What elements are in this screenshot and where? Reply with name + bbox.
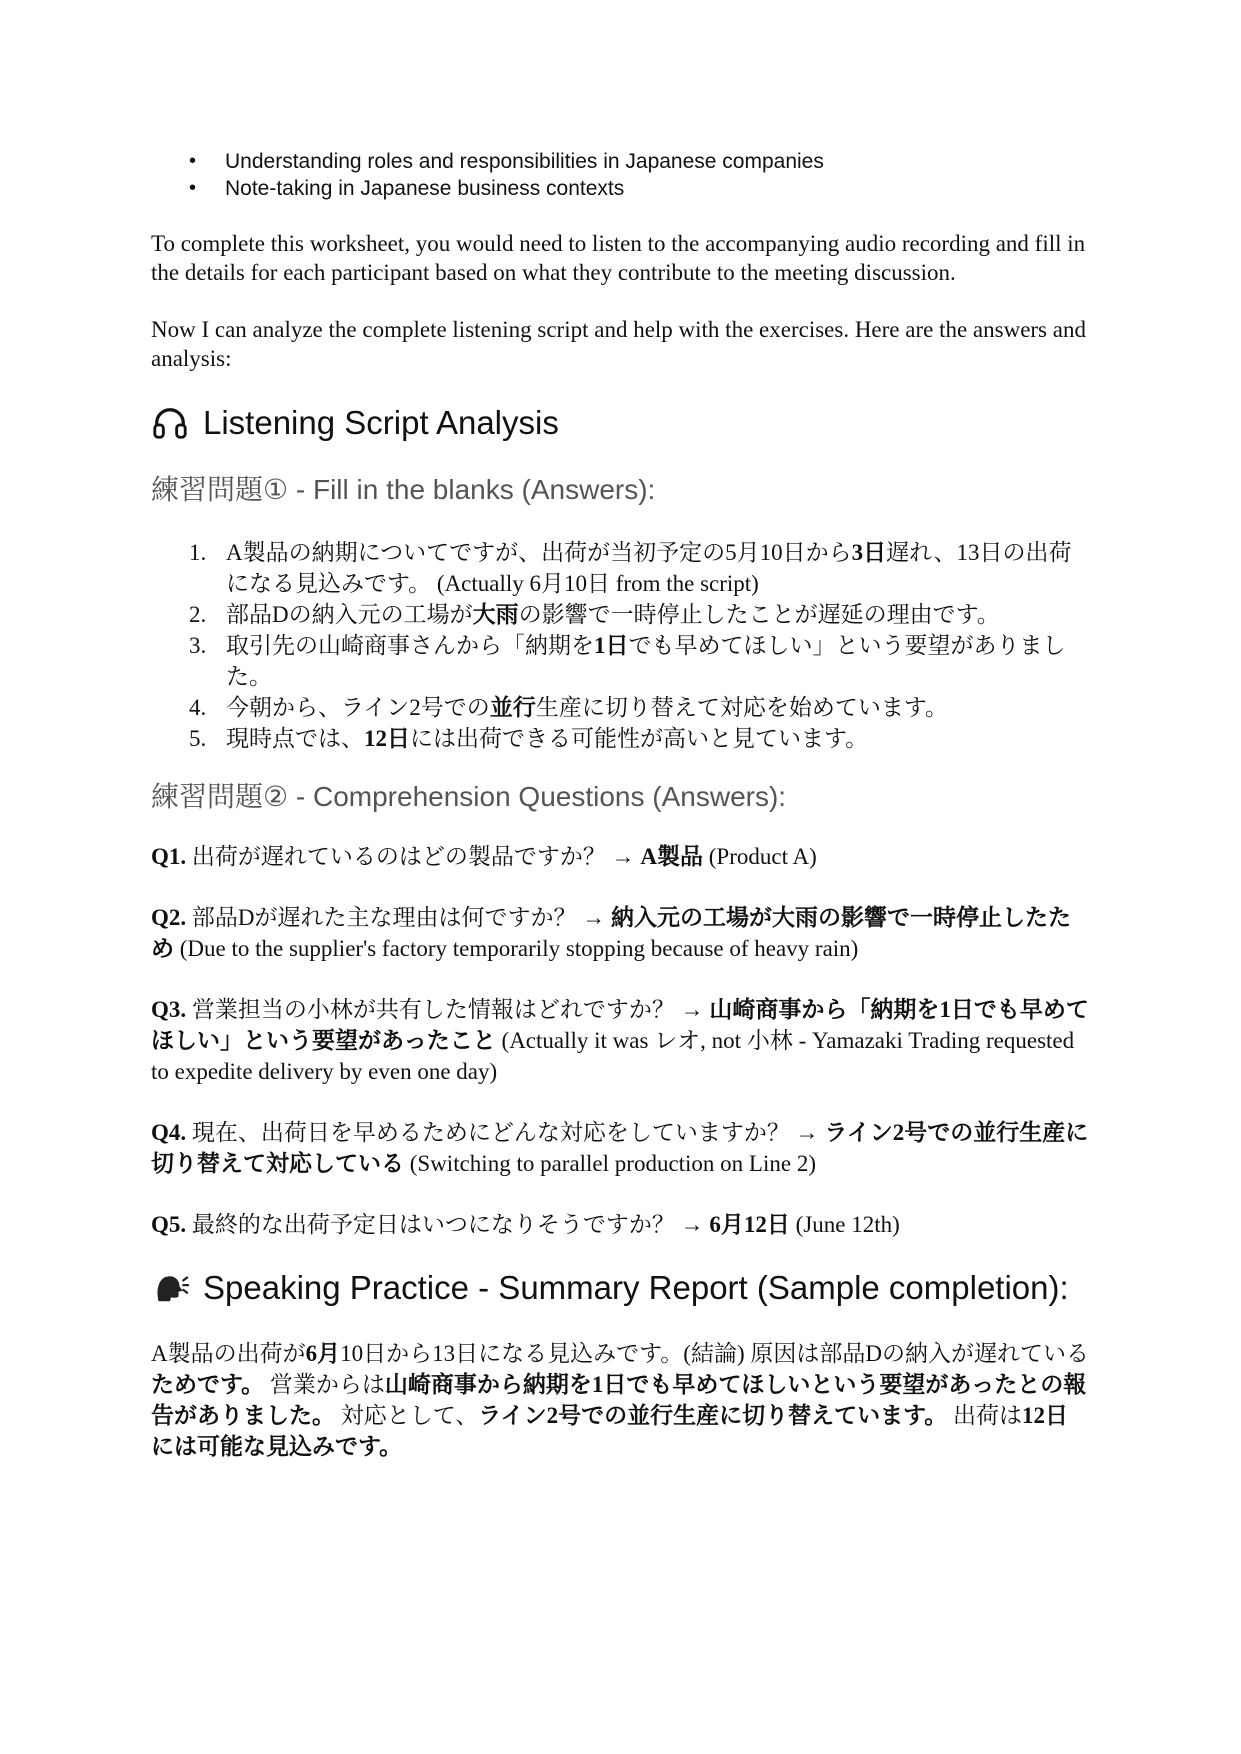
document-content — [151, 148, 1091, 1462]
bullet-list — [151, 148, 1091, 202]
speaking-head-icon — [151, 1269, 189, 1307]
section-title: Speaking Practice - Summary Report (Sample completion): — [203, 1269, 1069, 1306]
exercise-2-heading: 練習問題② - Comprehension Questions (Answers): — [151, 781, 787, 812]
answer-item: 5. 現時点では、12日には出荷できる可能性が高いと見ています。 — [189, 726, 869, 751]
bullet-item: • Understanding roles and responsibilities in Japanese companies — [151, 148, 1091, 175]
question-4: Q4. 現在、出荷日を早めるためにどんな対応をしていますか？ → ライン2号での並行生産に切り替えて対応している (Switching to parallel production on Line 2) — [151, 1120, 1089, 1176]
headphones-icon — [151, 404, 189, 442]
answer-item: 3. 取引先の山崎商事さんから「納期を1日でも早めてほしい」という要望がありました。 — [189, 633, 1066, 689]
answer-item: 2. 部品Dの納入元の工場が大雨の影響で一時停止したことが遅延の理由です。 — [189, 602, 1000, 627]
answer-item: 1. A製品の納期についてですが、出荷が当初予定の5月10日から3日遅れ、13日の出荷になる見込みです。 (Actually 6月10日 from the script) — [189, 540, 1072, 596]
question-1: Q1. 出荷が遅れているのはどの製品ですか？ → A製品 (Product A) — [151, 844, 817, 869]
summary-report-paragraph: A製品の出荷が6月10日から13日になる見込みです。(結論) 原因は部品Dの納入が遅れているためです。 営業からは山崎商事から納期を1日でも早めてほしいという要望があったとの報告がありました。 対応として、ライン2号での並行生産に切り替えています。 出荷は12日には可能な見込みです。 — [151, 1341, 1089, 1459]
answer-item: 4. 今朝から、ライン2号での並行生産に切り替えて対応を始めています。 — [189, 695, 948, 720]
bullet-item: • Note-taking in Japanese business contexts — [151, 175, 1091, 202]
intro-paragraph-2: Now I can analyze the complete listening script and help with the exercises. Here are the answers and analysis: — [151, 317, 1086, 371]
question-5: Q5. 最終的な出荷予定日はいつになりそうですか？ → 6月12日 (June 12th) — [151, 1212, 900, 1237]
section-heading-speaking — [151, 1268, 1091, 1308]
exercise-1-heading: 練習問題① - Fill in the blanks (Answers): — [151, 474, 656, 505]
section-heading-listening — [151, 403, 1091, 443]
section-title: Listening Script Analysis — [203, 404, 559, 441]
intro-paragraph-1: To complete this worksheet, you would need to listen to the accompanying audio recording and fill in the details for each participant based on what they contribute to the meeting discussion. — [151, 231, 1086, 285]
question-2: Q2. 部品Dが遅れた主な理由は何ですか？ → 納入元の工場が大雨の影響で一時停止したため (Due to the supplier's factory temporarily stopping because of heavy rain) — [151, 905, 1072, 961]
fill-in-answers-list — [151, 537, 1091, 754]
question-3: Q3. 営業担当の小林が共有した情報はどれですか？ → 山崎商事から「納期を1日でも早めてほしい」という要望があったこと (Actually it was レオ, not 小林 - Yamazaki Trading requested to expedite delivery by even one day) — [151, 997, 1089, 1084]
